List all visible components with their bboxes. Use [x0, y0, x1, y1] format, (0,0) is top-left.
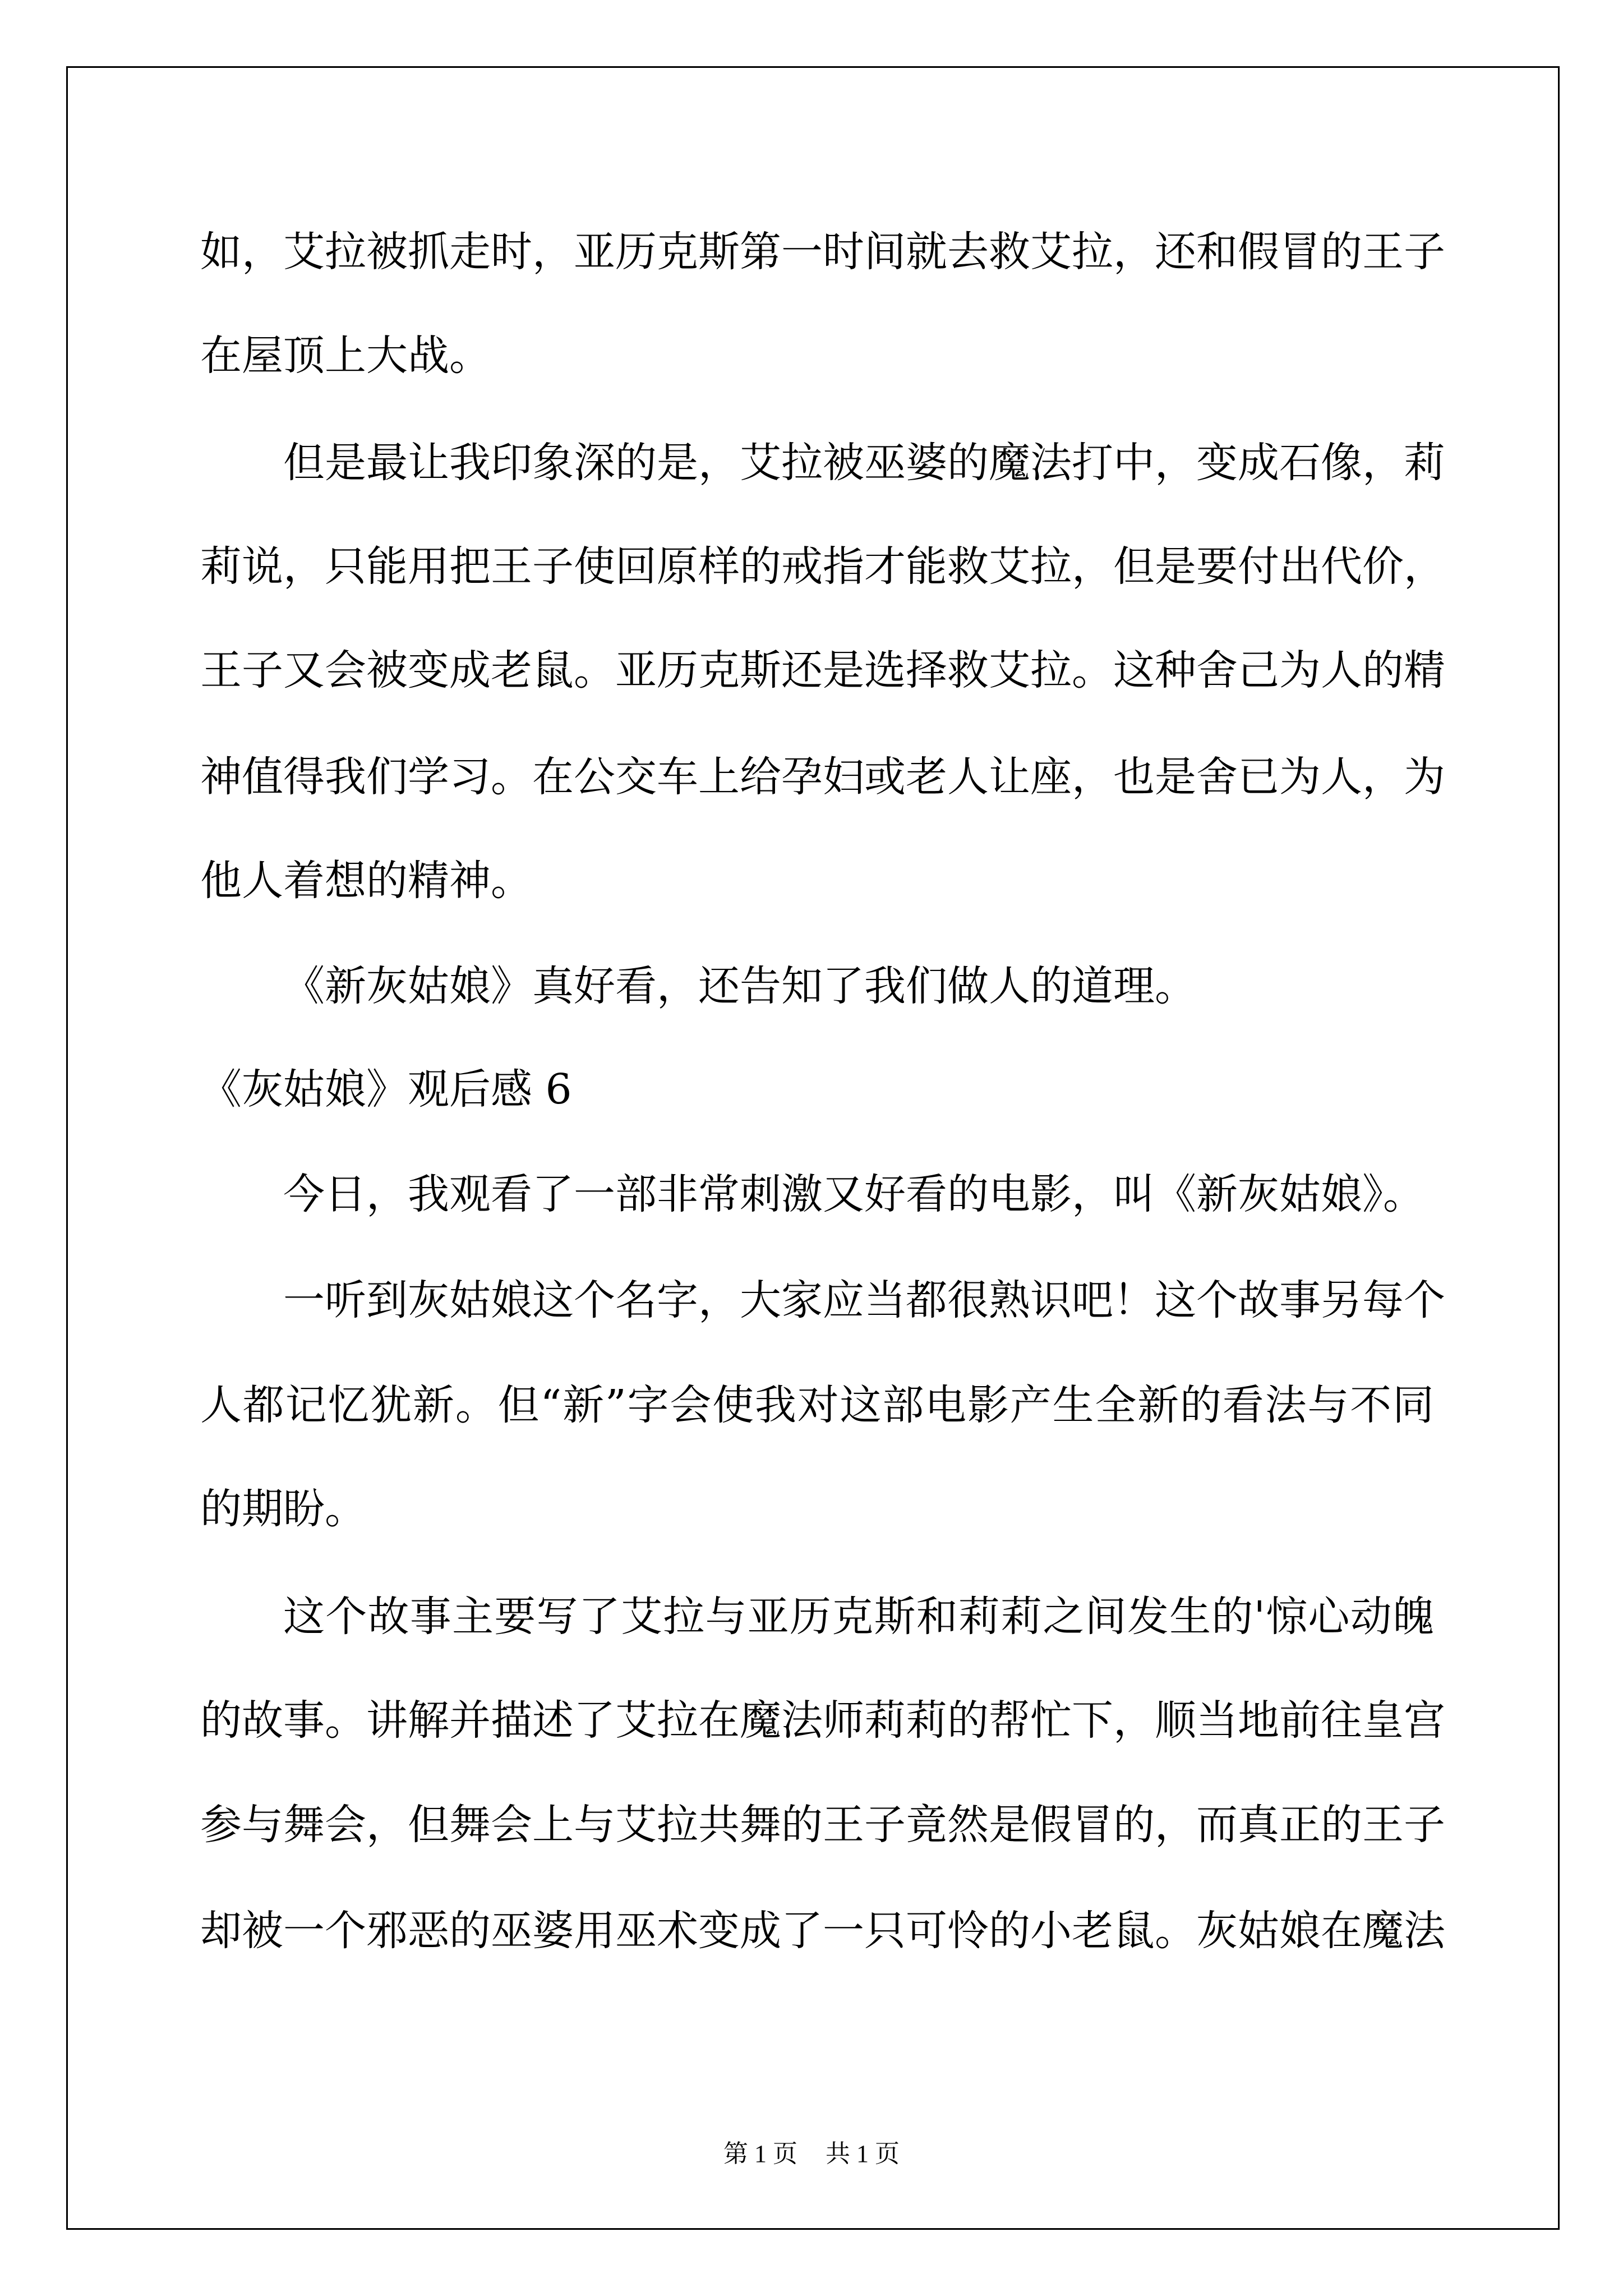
text-line: 神值得我们学习。在公交车上给孕妇或老人让座，也是舍已为人，为: [200, 753, 1445, 801]
text-line: 的故事。讲解并描述了艾拉在魔法师莉莉的帮忙下，顺当地前往皇宫: [200, 1696, 1445, 1745]
section-heading: 《灰姑娘》观后感 6: [200, 1065, 572, 1114]
text-line: 却被一个邪恶的巫婆用巫术变成了一只可怜的小老鼠。灰姑娘在魔法: [200, 1907, 1445, 1955]
text-line: 的期盼。: [200, 1485, 366, 1533]
text-line: 参与舞会，但舞会上与艾拉共舞的王子竟然是假冒的，而真正的王子: [200, 1801, 1445, 1849]
page-footer: [0, 2137, 1623, 2171]
text-line: 人都记忆犹新。但“新”字会使我对这部电影产生全新的看法与不同: [200, 1381, 1434, 1429]
page-number: 第 1 页: [723, 2140, 797, 2168]
page-total: 共 1 页: [826, 2140, 900, 2168]
text-line: 在屋顶上大战。: [200, 332, 491, 380]
text-line: 《新灰姑娘》真好看，还告知了我们做人的道理。: [283, 962, 1196, 1010]
text-line: 但是最让我印象深的是，艾拉被巫婆的魔法打中，变成石像，莉: [283, 439, 1445, 487]
text-line: 一听到灰姑娘这个名字，大家应当都很熟识吧！这个故事另每个: [283, 1276, 1445, 1324]
text-line: 如，艾拉被抓走时，亚历克斯第一时间就去救艾拉，还和假冒的王子: [200, 228, 1445, 276]
text-line: 他人着想的精神。: [200, 857, 532, 905]
text-line: 这个故事主要写了艾拉与亚历克斯和莉莉之间发生的'惊心动魄: [283, 1593, 1434, 1641]
text-line: 莉说，只能用把王子使回原样的戒指才能救艾拉，但是要付出代价，: [200, 542, 1445, 591]
text-line: 今日，我观看了一部非常刺激又好看的电影，叫《新灰姑娘》。: [283, 1170, 1424, 1218]
text-line: 王子又会被变成老鼠。亚历克斯还是选择救艾拉。这种舍己为人的精: [200, 646, 1445, 694]
